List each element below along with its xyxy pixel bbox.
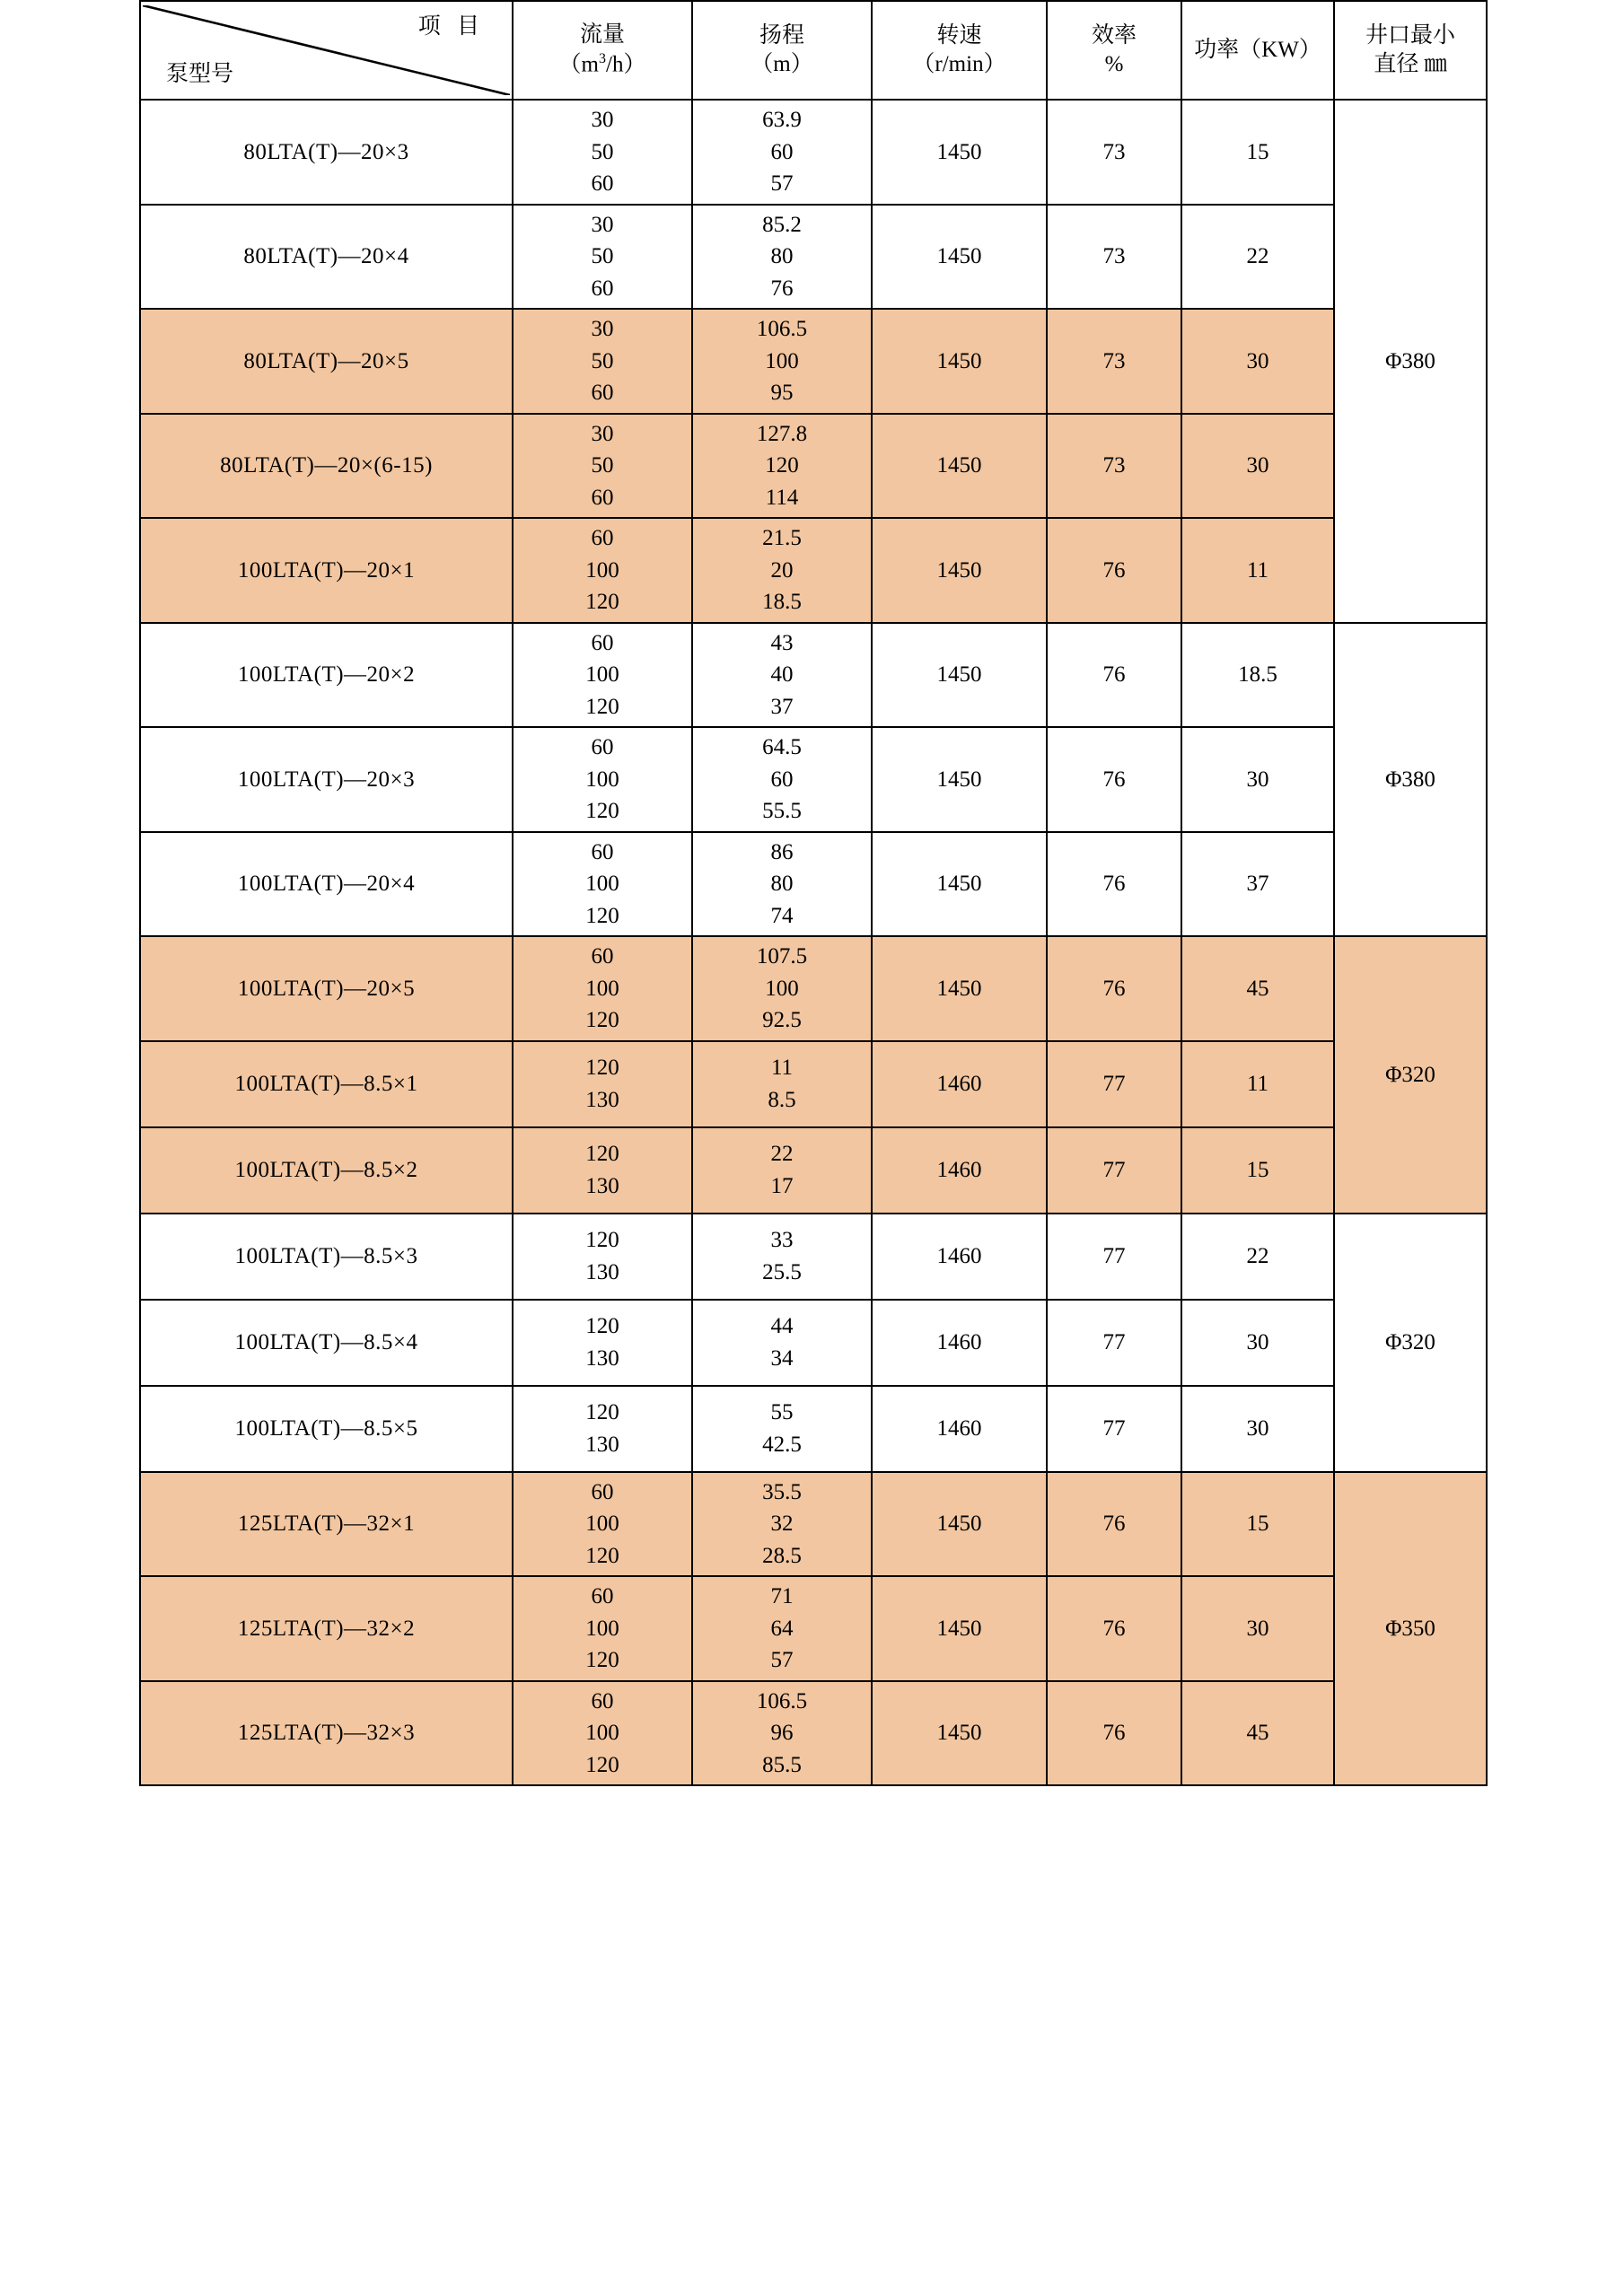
table-row: [140, 1386, 1487, 1472]
flow-value: 30: [591, 108, 614, 132]
table-row: [140, 1472, 1487, 1577]
head-value: 8.5: [768, 1087, 796, 1112]
cell-diameter: Φ320: [1334, 1214, 1487, 1472]
cell-efficiency: 77: [1047, 1041, 1181, 1127]
flow-value: 30: [591, 317, 614, 341]
head-value: 74: [770, 903, 794, 928]
table-row: [140, 1576, 1487, 1681]
cell-head: [692, 832, 872, 937]
cell-flow: [513, 100, 692, 205]
head-value: 32: [770, 1512, 794, 1536]
cell-head: [692, 1041, 872, 1127]
cell-model: 100LTA(T)—20×3: [140, 727, 513, 832]
cell-efficiency: 77: [1047, 1214, 1181, 1300]
cell-model: 100LTA(T)—8.5×2: [140, 1127, 513, 1214]
cell-head: [692, 1576, 872, 1681]
cell-efficiency: 76: [1047, 518, 1181, 623]
flow-value: 30: [591, 212, 614, 237]
head-value: 71: [770, 1584, 794, 1608]
flow-value: 120: [585, 903, 619, 928]
cell-power: 15: [1181, 100, 1334, 205]
cell-model: 100LTA(T)—8.5×5: [140, 1386, 513, 1472]
header-power: [1181, 1, 1334, 100]
cell-flow: [513, 1127, 692, 1214]
cell-speed: 1450: [872, 1472, 1047, 1577]
flow-value: 100: [585, 1512, 619, 1536]
cell-model: 125LTA(T)—32×2: [140, 1576, 513, 1681]
cell-head: [692, 623, 872, 728]
flow-value: 120: [585, 1228, 619, 1252]
flow-value: 60: [591, 1479, 614, 1504]
flow-value: 100: [585, 767, 619, 792]
head-value: 64.5: [762, 735, 802, 759]
cell-model: 125LTA(T)—32×1: [140, 1472, 513, 1577]
cell-flow: [513, 309, 692, 414]
cell-efficiency: 76: [1047, 936, 1181, 1041]
cell-head: [692, 1386, 872, 1472]
head-value: 80: [770, 244, 794, 268]
flow-value: 120: [585, 1400, 619, 1424]
diagonal-split-header: [143, 5, 510, 95]
cell-speed: 1450: [872, 1681, 1047, 1786]
pump-spec-table-wrapper: [139, 0, 1486, 1786]
cell-power: 30: [1181, 1300, 1334, 1386]
cell-efficiency: 73: [1047, 309, 1181, 414]
head-value: 120: [765, 453, 799, 478]
flow-value: 130: [585, 1259, 619, 1284]
cell-power: 45: [1181, 936, 1334, 1041]
table-row: [140, 205, 1487, 310]
cell-speed: 1460: [872, 1041, 1047, 1127]
cell-flow: [513, 936, 692, 1041]
header-flow-unit-sup: 3: [599, 50, 606, 66]
flow-value: 60: [591, 839, 614, 864]
flow-value: 100: [585, 662, 619, 687]
cell-speed: 1450: [872, 727, 1047, 832]
cell-model: 100LTA(T)—8.5×4: [140, 1300, 513, 1386]
cell-power: 30: [1181, 1576, 1334, 1681]
head-value: 95: [770, 381, 794, 405]
head-value: 64: [770, 1616, 794, 1641]
header-head-line2: （m）: [751, 52, 813, 76]
cell-model: 80LTA(T)—20×4: [140, 205, 513, 310]
pump-specification-table: [139, 0, 1488, 1786]
head-value: 76: [770, 276, 794, 301]
cell-model: 80LTA(T)—20×3: [140, 100, 513, 205]
cell-head: [692, 309, 872, 414]
header-flow-unit-post: /h）: [606, 52, 646, 77]
table-row: [140, 1214, 1487, 1300]
cell-head: [692, 205, 872, 310]
cell-model: 100LTA(T)—20×4: [140, 832, 513, 937]
flow-value: 120: [585, 1142, 619, 1166]
head-value: 33: [770, 1228, 794, 1252]
flow-value: 60: [591, 1584, 614, 1608]
head-value: 55.5: [762, 799, 802, 823]
cell-efficiency: 76: [1047, 832, 1181, 937]
cell-flow: [513, 1681, 692, 1786]
cell-power: 15: [1181, 1127, 1334, 1214]
flow-value: 120: [585, 1752, 619, 1777]
header-label-model: 泵型号: [166, 61, 234, 86]
flow-value: 120: [585, 590, 619, 614]
head-value: 11: [770, 1056, 794, 1080]
table-row: [140, 936, 1487, 1041]
cell-model: 100LTA(T)—20×2: [140, 623, 513, 728]
cell-flow: [513, 1472, 692, 1577]
cell-speed: 1450: [872, 100, 1047, 205]
head-value: 44: [770, 1314, 794, 1338]
cell-power: 22: [1181, 1214, 1334, 1300]
header-efficiency-line2: %: [1104, 52, 1124, 76]
cell-power: 30: [1181, 1386, 1334, 1472]
head-value: 20: [770, 557, 794, 583]
table-row: [140, 518, 1487, 623]
head-value: 114: [765, 485, 799, 510]
cell-head: [692, 727, 872, 832]
table-row: [140, 832, 1487, 937]
head-value: 106.5: [756, 1688, 808, 1713]
head-value: 60: [770, 767, 794, 792]
cell-speed: 1450: [872, 309, 1047, 414]
cell-head: [692, 1300, 872, 1386]
cell-head: [692, 1472, 872, 1577]
header-corner-cell: [140, 1, 513, 100]
cell-power: 30: [1181, 727, 1334, 832]
head-value: 127.8: [756, 421, 808, 446]
cell-head: [692, 1127, 872, 1214]
cell-model: 100LTA(T)—20×5: [140, 936, 513, 1041]
cell-model: 100LTA(T)—20×1: [140, 518, 513, 623]
table-row: [140, 623, 1487, 728]
cell-efficiency: 73: [1047, 100, 1181, 205]
cell-head: [692, 1681, 872, 1786]
cell-head: [692, 100, 872, 205]
head-value: 63.9: [762, 108, 802, 132]
header-speed: [872, 1, 1047, 100]
flow-value: 130: [585, 1345, 619, 1371]
flow-value: 100: [585, 557, 619, 583]
cell-efficiency: 77: [1047, 1386, 1181, 1472]
header-flow-line1: 流量: [579, 22, 625, 48]
cell-speed: 1460: [872, 1386, 1047, 1472]
cell-flow: [513, 518, 692, 623]
flow-value: 130: [585, 1432, 619, 1457]
cell-head: [692, 518, 872, 623]
cell-model: 100LTA(T)—8.5×1: [140, 1041, 513, 1127]
flow-value: 100: [585, 872, 619, 896]
cell-model: 100LTA(T)—8.5×3: [140, 1214, 513, 1300]
flow-value: 100: [585, 1721, 619, 1745]
cell-head: [692, 936, 872, 1041]
cell-speed: 1450: [872, 623, 1047, 728]
header-head-line1: 扬程: [759, 22, 804, 48]
head-value: 55: [770, 1400, 794, 1424]
flow-value: 130: [585, 1173, 619, 1198]
head-value: 17: [770, 1173, 794, 1198]
cell-head: [692, 414, 872, 519]
cell-speed: 1450: [872, 1576, 1047, 1681]
header-diameter: [1334, 1, 1487, 100]
cell-flow: [513, 623, 692, 728]
cell-diameter: Φ320: [1334, 936, 1487, 1214]
head-value: 107.5: [756, 944, 808, 968]
cell-power: 37: [1181, 832, 1334, 937]
head-value: 85.5: [762, 1752, 802, 1777]
cell-efficiency: 76: [1047, 1681, 1181, 1786]
cell-power: 22: [1181, 205, 1334, 310]
header-speed-line2: （r/min）: [912, 52, 1006, 76]
header-head: [692, 1, 872, 100]
table-body: [140, 100, 1487, 1785]
header-efficiency-line1: 效率: [1091, 22, 1137, 48]
header-diameter-line1: 井口最小: [1365, 22, 1455, 48]
cell-efficiency: 76: [1047, 1576, 1181, 1681]
header-diameter-line2: 直径 ㎜: [1374, 52, 1447, 76]
flow-value: 60: [591, 381, 614, 405]
flow-value: 50: [591, 244, 614, 268]
cell-speed: 1450: [872, 832, 1047, 937]
cell-power: 15: [1181, 1472, 1334, 1577]
header-efficiency: [1047, 1, 1181, 100]
flow-value: 120: [585, 1543, 619, 1568]
flow-value: 60: [591, 944, 614, 968]
cell-efficiency: 76: [1047, 623, 1181, 728]
cell-speed: 1450: [872, 414, 1047, 519]
cell-efficiency: 76: [1047, 727, 1181, 832]
head-value: 28.5: [762, 1543, 802, 1568]
flow-value: 120: [585, 694, 619, 719]
cell-efficiency: 73: [1047, 205, 1181, 310]
head-value: 37: [770, 694, 794, 719]
head-value: 96: [770, 1721, 794, 1745]
head-value: 18.5: [762, 590, 802, 614]
cell-model: 80LTA(T)—20×(6-15): [140, 414, 513, 519]
head-value: 92.5: [762, 1008, 802, 1032]
cell-power: 11: [1181, 518, 1334, 623]
flow-value: 130: [585, 1087, 619, 1112]
flow-value: 100: [585, 1616, 619, 1641]
head-value: 80: [770, 872, 794, 896]
flow-value: 60: [591, 526, 614, 550]
head-value: 42.5: [762, 1432, 802, 1457]
table-row: [140, 727, 1487, 832]
cell-flow: [513, 1386, 692, 1472]
header-power-line1: 功率（KW）: [1194, 37, 1321, 62]
flow-value: 100: [585, 976, 619, 1001]
cell-efficiency: 73: [1047, 414, 1181, 519]
head-value: 25.5: [762, 1259, 802, 1284]
cell-flow: [513, 1576, 692, 1681]
cell-head: [692, 1214, 872, 1300]
cell-diameter: Φ380: [1334, 100, 1487, 623]
flow-value: 30: [591, 421, 614, 446]
cell-speed: 1450: [872, 205, 1047, 310]
cell-flow: [513, 727, 692, 832]
flow-value: 60: [591, 171, 614, 196]
cell-power: 30: [1181, 414, 1334, 519]
cell-flow: [513, 205, 692, 310]
cell-diameter: Φ380: [1334, 623, 1487, 937]
head-value: 22: [770, 1142, 794, 1166]
cell-power: 45: [1181, 1681, 1334, 1786]
cell-flow: [513, 1300, 692, 1386]
table-row: [140, 100, 1487, 205]
cell-model: 80LTA(T)—20×5: [140, 309, 513, 414]
cell-speed: 1460: [872, 1214, 1047, 1300]
head-value: 43: [770, 630, 794, 655]
flow-value: 60: [591, 276, 614, 301]
head-value: 100: [765, 348, 799, 373]
cell-power: 30: [1181, 309, 1334, 414]
flow-value: 120: [585, 1008, 619, 1032]
head-value: 40: [770, 662, 794, 687]
table-row: [140, 1300, 1487, 1386]
flow-value: 60: [591, 735, 614, 759]
cell-flow: [513, 1041, 692, 1127]
head-value: 35.5: [762, 1479, 802, 1504]
flow-value: 60: [591, 1688, 614, 1713]
table-row: [140, 1127, 1487, 1214]
head-value: 57: [770, 1648, 794, 1672]
cell-model: 125LTA(T)—32×3: [140, 1681, 513, 1786]
table-row: [140, 1041, 1487, 1127]
flow-value: 120: [585, 799, 619, 823]
flow-value: 120: [585, 1056, 619, 1080]
table-row: [140, 414, 1487, 519]
table-header-row: [140, 1, 1487, 100]
header-flow-unit-pre: （m: [558, 52, 599, 77]
cell-flow: [513, 1214, 692, 1300]
head-value: 100: [765, 976, 799, 1001]
head-value: 21.5: [762, 526, 802, 550]
header-flow-line2: [515, 50, 689, 80]
head-value: 106.5: [756, 317, 808, 341]
header-flow: [513, 1, 692, 100]
head-value: 57: [770, 171, 794, 196]
head-value: 85.2: [762, 212, 802, 237]
cell-flow: [513, 414, 692, 519]
flow-value: 50: [591, 139, 614, 164]
flow-value: 60: [591, 630, 614, 655]
flow-value: 50: [591, 453, 614, 478]
table-row: [140, 309, 1487, 414]
flow-value: 120: [585, 1314, 619, 1338]
flow-value: 120: [585, 1648, 619, 1672]
flow-value: 60: [591, 485, 614, 510]
cell-diameter: Φ350: [1334, 1472, 1487, 1786]
cell-power: 18.5: [1181, 623, 1334, 728]
cell-speed: 1450: [872, 936, 1047, 1041]
cell-flow: [513, 832, 692, 937]
cell-power: 11: [1181, 1041, 1334, 1127]
head-value: 60: [770, 139, 794, 164]
head-value: 34: [770, 1345, 794, 1371]
cell-speed: 1460: [872, 1300, 1047, 1386]
cell-speed: 1460: [872, 1127, 1047, 1214]
header-label-item: 项 目: [417, 14, 485, 39]
flow-value: 50: [591, 348, 614, 373]
cell-efficiency: 77: [1047, 1300, 1181, 1386]
header-speed-line1: 转速: [936, 22, 982, 48]
table-row: [140, 1681, 1487, 1786]
cell-efficiency: 77: [1047, 1127, 1181, 1214]
cell-speed: 1450: [872, 518, 1047, 623]
cell-efficiency: 76: [1047, 1472, 1181, 1577]
head-value: 86: [770, 839, 794, 864]
